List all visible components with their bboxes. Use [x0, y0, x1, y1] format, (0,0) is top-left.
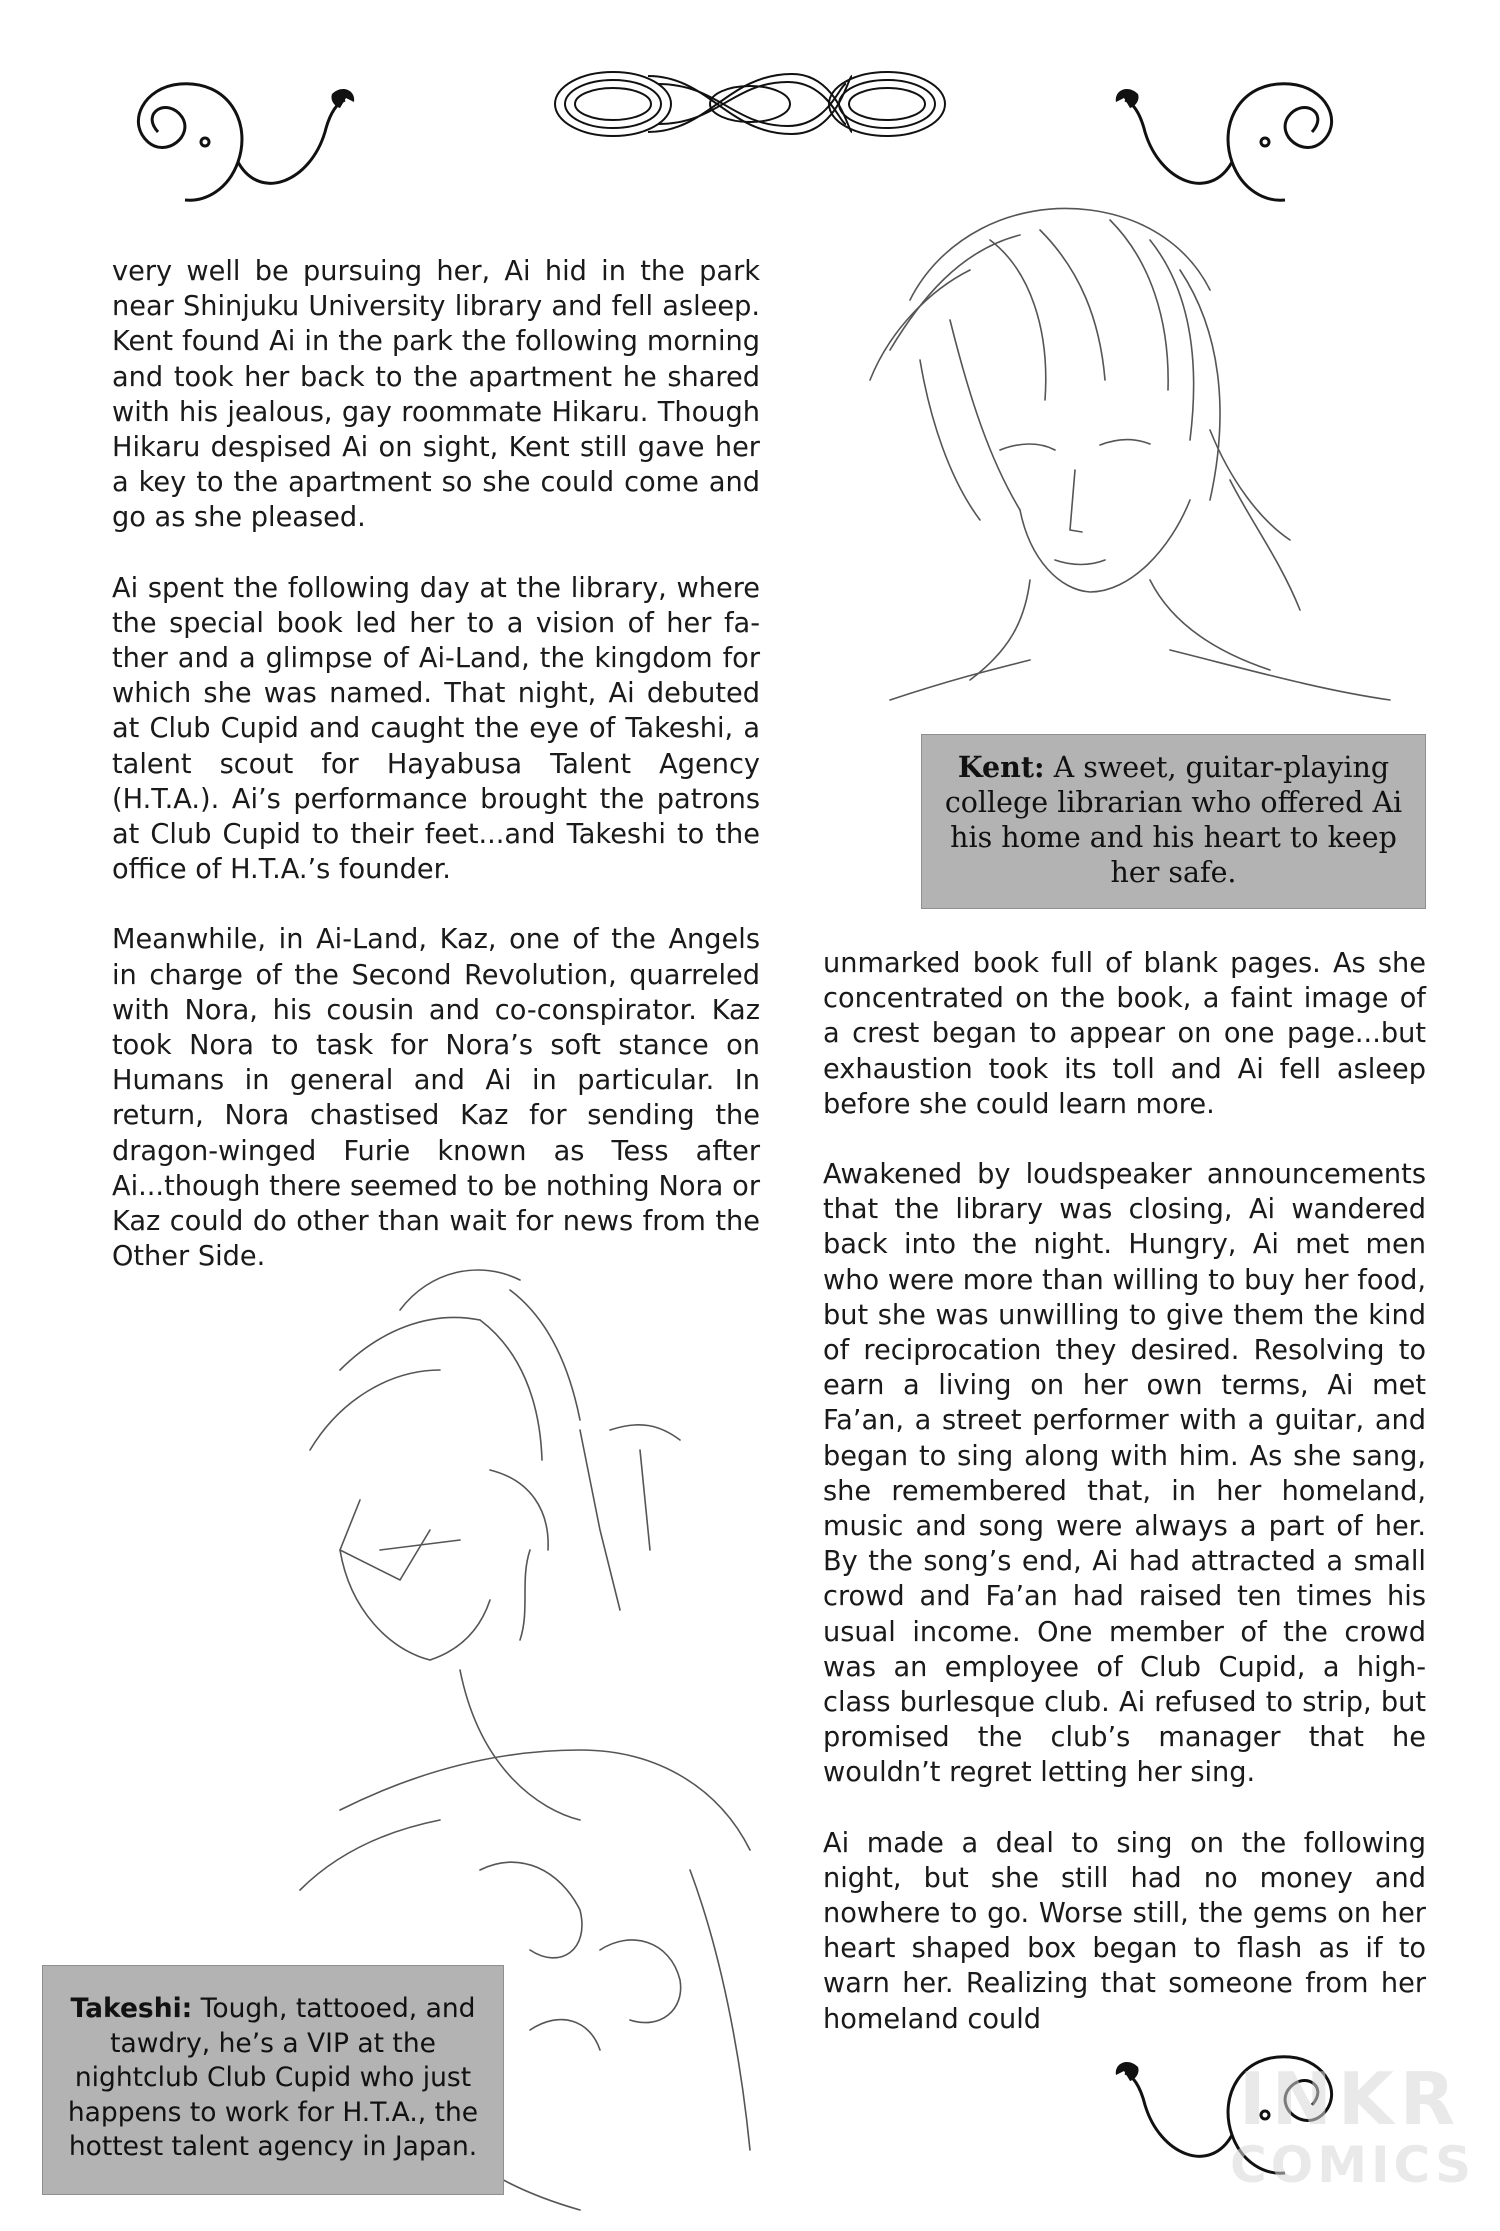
caption-text: A sweet, guitar-playing college librarian who offered Ai his home and his heart to keep her safe. — [944, 751, 1403, 889]
interlace-ornament-icon — [548, 64, 952, 144]
watermark-line: COMICS — [1230, 2136, 1476, 2194]
caption-name: Kent: — [957, 750, 1045, 784]
caption-text: Tough, tattooed, and tawdry, he’s a VIP at the nightclub Club Cupid who just happens to work for H.T.A., the hottest talent agency in Japan. — [67, 1993, 479, 2162]
kent-sketch — [850, 180, 1410, 720]
paragraph: Ai spent the following day at the library, where the special book led her to a vision of her father and a glimpse of Ai-Land, the kingdom for which she was named. That night, Ai debuted at Club Cupid and caught the eye of Takeshi, a talent scout for Hayabusa Talent Agency (H.T.A.). Ai’s performance brought the patrons at Club Cupid to their feet...and Takeshi to the office of H.T.A.’s founder. — [112, 572, 760, 886]
swirl-ornament-icon — [110, 62, 360, 212]
takeshi-caption — [42, 1965, 504, 2195]
paragraph: Meanwhile, in Ai-Land, Kaz, one of the Angels in charge of the Second Revolution, quarreled with Nora, his cousin and co-conspirator. Kaz took Nora to task for Nora’s soft stance on Humans in general and Ai in particular. In return, Nora chastised Kaz for sending the dragon-winged Furie known as Tess after Ai...though there seemed to be nothing Nora or Kaz could do other than wait for news from the Other Side. — [112, 924, 760, 1273]
right-text-column — [823, 946, 1426, 2072]
paragraph: unmarked book full of blank pages. As she concentrated on the book, a faint image of a crest began to appear on one page...but exhaustion took its toll and Ai fell asleep before she could learn more. — [823, 948, 1426, 1120]
paragraph: very well be pursuing her, Ai hid in the park near Shinjuku University library and fell asleep. Kent found Ai in the park the following morning and took her back to the apartment he shared with his jealous, gay roommate Hikaru. Though Hikaru despised Ai on sight, Kent still gave her a key to the apartment so she could come and go as she pleased. — [112, 256, 760, 534]
paragraph: Ai made a deal to sing on the following night, but she still had no money and nowhere to go. Worse still, the gems on her heart shaped box began to flash as if to warn her. Realizing that someone from her homeland could — [823, 1827, 1426, 2035]
left-text-column — [112, 254, 760, 1309]
kent-caption — [921, 734, 1426, 909]
paragraph: Awakened by loudspeaker announcements that the library was closing, Ai wandered back into the night. Hungry, Ai met men who were more than willing to buy her food, but she was unwilling to give them the kind of reciprocation they desired. Resolving to earn a living on her own terms, Ai met Fa’an, a street performer with a guitar, and began to sing along with him. As she sang, she remembered that, in her homeland, music and song were always a part of her. By the song’s end, Ai had attracted a small crowd and Fa’an had raised ten times his usual income. One member of the crowd was an employee of Club Cupid, a high-class burlesque club. Ai refused to strip, but promised the club’s manager that he wouldn’t regret letting her sing. — [823, 1159, 1426, 1789]
watermark-line: INKR — [1238, 2057, 1462, 2141]
watermark — [1230, 2057, 1476, 2194]
caption-name: Takeshi: — [70, 1993, 193, 2024]
